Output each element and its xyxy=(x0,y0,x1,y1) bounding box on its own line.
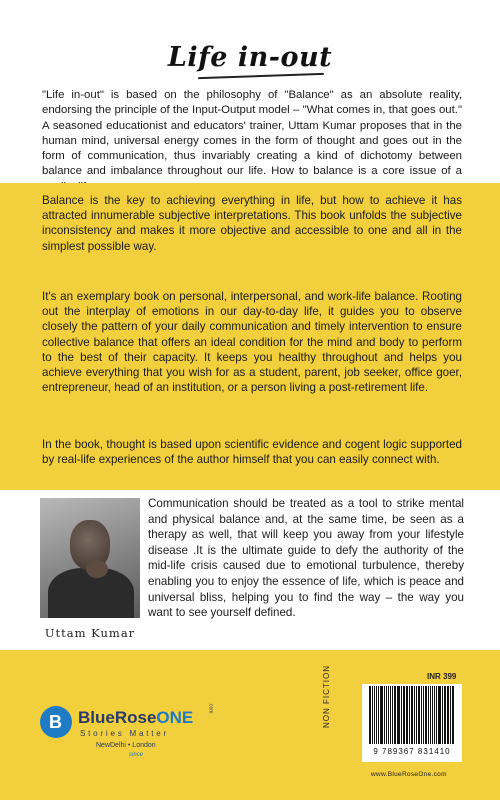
barcode-bar xyxy=(418,686,421,744)
barcode-bar xyxy=(411,686,413,744)
barcode-bar xyxy=(372,686,373,744)
barcode-bar xyxy=(450,686,451,744)
barcode-bar xyxy=(447,686,448,744)
barcode-bar xyxy=(380,686,383,744)
barcode-bar xyxy=(409,686,410,744)
barcode-bar xyxy=(438,686,441,744)
barcode-bar xyxy=(428,686,429,744)
barcode-bar xyxy=(384,686,385,744)
barcode-bar xyxy=(442,686,443,744)
blurb-paragraph-1: Balance is the key to achieving everything in life, but how to achieve it has attracted innumerable subjective interpretations. This book unfolds the subjective inconsistency and makes it more objective and accessible to one and all in the simplest possible way. xyxy=(42,194,462,253)
publisher-tagline: Stories Matter xyxy=(80,729,169,738)
barcode-bar xyxy=(376,686,378,744)
barcode-bar xyxy=(444,686,446,744)
barcode-bar xyxy=(369,686,371,744)
barcode-icon xyxy=(369,686,455,744)
publisher-cities: NewDelhi • London xyxy=(96,742,156,749)
category-label: NON FICTION xyxy=(322,665,331,728)
barcode-bar xyxy=(436,686,437,744)
author-photo xyxy=(40,498,140,618)
barcode-bar xyxy=(452,686,454,744)
publisher-domain-suffix: .com xyxy=(207,702,214,714)
barcode-bar xyxy=(406,686,408,744)
barcode-bar xyxy=(374,686,375,744)
author-name: Uttam Kumar xyxy=(44,626,136,640)
intro-paragraph: "Life in-out" is based on the philosophy of "Balance" as an absolute reality, endorsing the principle of the Input-Output model – "What comes in, that goes out." A seasoned educationist and educators' trainer, Uttam Kumar proposes that in the human mind, universal energy comes in the form of thought and goes out in the form of communication, thus invariably creating a kind of dichotomy between balance and imbalance throughout our life. How to balance is a core issue of a xyxy=(42,89,462,178)
barcode-bar xyxy=(404,686,405,744)
publisher-website: www.BlueRoseOne.com xyxy=(371,771,447,778)
barcode-bar xyxy=(430,686,431,744)
publisher-name-part1: BlueRose xyxy=(78,708,157,727)
barcode-bar xyxy=(388,686,390,744)
barcode-bar xyxy=(434,686,435,744)
barcode-bar xyxy=(394,686,396,744)
barcode-bar xyxy=(421,686,422,744)
publisher-name-part2: ONE xyxy=(156,708,194,727)
barcode-bar xyxy=(390,686,391,744)
price-label: INR 399 xyxy=(427,672,457,681)
publisher-since: since xyxy=(129,752,144,758)
barcode-bar xyxy=(401,686,402,744)
barcode-bar xyxy=(425,686,427,744)
book-title: Life in-out xyxy=(167,42,333,73)
barcode-bar xyxy=(378,686,379,744)
barcode-bar xyxy=(416,686,417,744)
barcode-bar xyxy=(432,686,434,744)
publisher-logo-letter: B xyxy=(49,712,62,732)
author-photo-hand xyxy=(86,560,108,578)
barcode-bar xyxy=(414,686,415,744)
isbn-digits: 9 789367 831410 xyxy=(373,747,451,756)
blurb-paragraph-2: It's an exemplary book on personal, interpersonal, and work-life balance. Rooting out the interplay of emotions in our day-to-day life, it guides you to observe closely the pattern of your daily communication and timely intervention to ensure collective balance that offers an ideal condition for the mind and body to perform to the best of their capacity. It keeps you healthy throughout and helps you achieve everything that you wish for as a student, parent, job seeker, office goer, entrepreneur, head of an institution, or a person living a post-retirement life. xyxy=(42,290,462,395)
barcode-bar xyxy=(392,686,393,744)
author-paragraph: Communication should be treated as a tool to strike mental and physical balance and, at the same time, be seen as a therapy as well, that will keep you away from your lifestyle disease .It is the ultimate guide to defy the authority of the mid-life crisis caused due to emotional turbulence, thereby enabling you to enjoy the essence of life, which is peace and universal bliss, helping you to find the way – the way you want to see yourself defined. xyxy=(148,497,464,620)
blurb-paragraph-3: In the book, thought is based upon scientific evidence and cogent logic supported by real-life experiences of the author himself that you can easily connect with. xyxy=(42,438,462,467)
barcode-bar xyxy=(397,686,400,744)
barcode-bar xyxy=(423,686,424,744)
barcode-bar xyxy=(403,686,404,744)
publisher-name xyxy=(78,708,193,728)
barcode-bar xyxy=(386,686,387,744)
barcode-bar xyxy=(448,686,449,744)
